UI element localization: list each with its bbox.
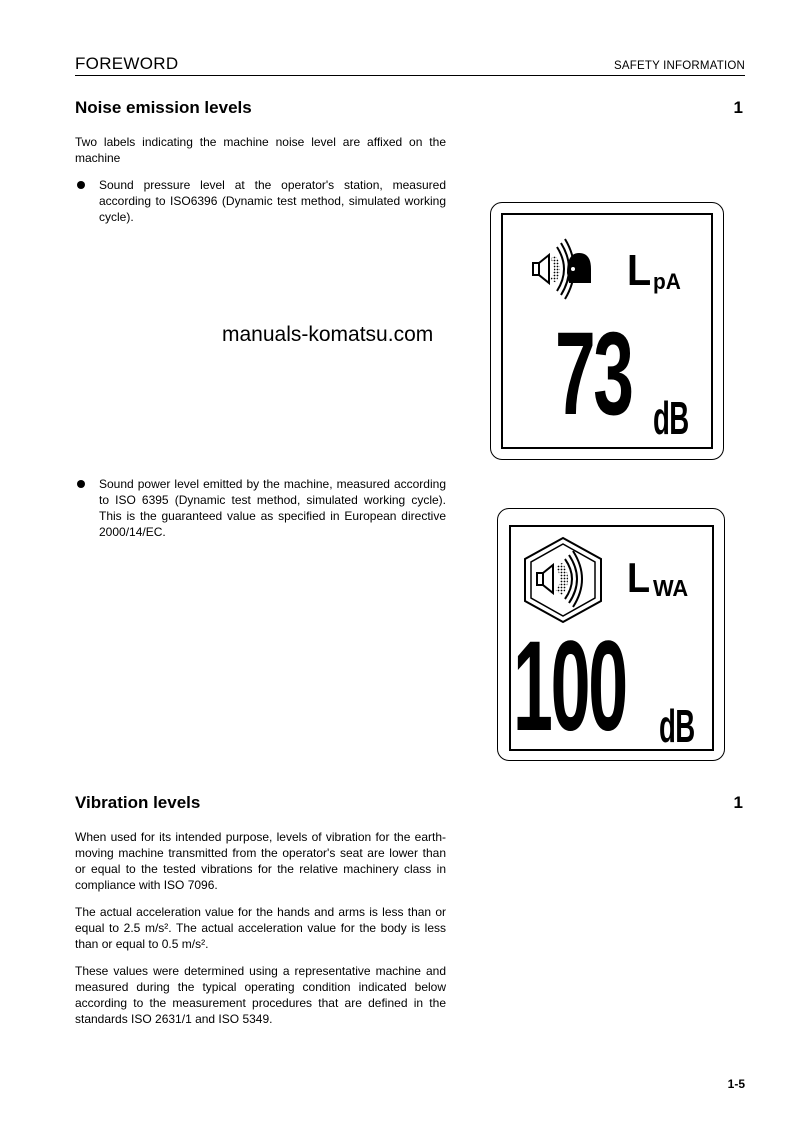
noise-intro-text: Two labels indicating the machine noise level are affixed on the machine: [75, 135, 446, 165]
header-divider: [75, 75, 745, 76]
vibration-paragraph-3: These values were determined using a representative machine and measured during the typical operating condition indicated below according to the measurement procedures that are defined in the standards ISO 2631/1 and ISO 5349.: [75, 964, 446, 1026]
bullet-text: Sound power level emitted by the machine, measured according to ISO 6395 (Dynamic test method, simulated working cycle). This is the guaranteed value as specified in European directive 2000/14/EC.: [99, 477, 446, 539]
vibration-paragraph-2: The actual acceleration value for the hands and arms is less than or equal to 2.5 m/s². The actual acceleration value for the body is less than or equal to 0.5 m/s².: [75, 905, 446, 951]
noise-label-lpa: [490, 202, 724, 460]
speaker-hexagon-icon: [521, 535, 605, 625]
header-chapter-title: FOREWORD: [75, 54, 179, 73]
noise-label-lpa-panel: [501, 213, 713, 449]
label-value: 73: [555, 308, 632, 440]
label-value: 100: [513, 615, 626, 751]
label-symbol-sub: WA: [653, 575, 689, 601]
noise-label-lwa-panel: [509, 525, 714, 751]
vibration-section-title: Vibration levels: [75, 793, 201, 812]
noise-section-title: Noise emission levels: [75, 98, 252, 117]
label-symbol-sub: pA: [653, 269, 681, 294]
vibration-section-number: 1: [733, 793, 743, 812]
vibration-paragraph-1: When used for its intended purpose, levels of vibration for the earth-moving machine transmitted from the operator's seat are lower than or equal to the tested vibrations for the relative machinery class in compliance with ISO 7096.: [75, 830, 446, 892]
bullet-icon: [77, 181, 85, 189]
watermark-text: manuals-komatsu.com: [222, 323, 434, 346]
noise-bullet-pressure: [75, 177, 446, 225]
label-unit: dB: [659, 700, 695, 751]
noise-bullet-power: [75, 476, 446, 540]
speaker-head-icon: [523, 235, 595, 305]
bullet-text: Sound pressure level at the operator's station, measured according to ISO6396 (Dynamic test method, simulated working cycle).: [99, 178, 446, 224]
bullet-icon: [77, 480, 85, 488]
label-unit: dB: [653, 392, 689, 444]
label-symbol-main: L: [627, 554, 651, 601]
header-section-title: SAFETY INFORMATION: [614, 60, 745, 72]
noise-section-number: 1: [733, 98, 743, 117]
page-number: 1-5: [727, 1077, 745, 1091]
label-symbol-main: L: [627, 246, 652, 295]
noise-label-lwa: [497, 508, 725, 761]
